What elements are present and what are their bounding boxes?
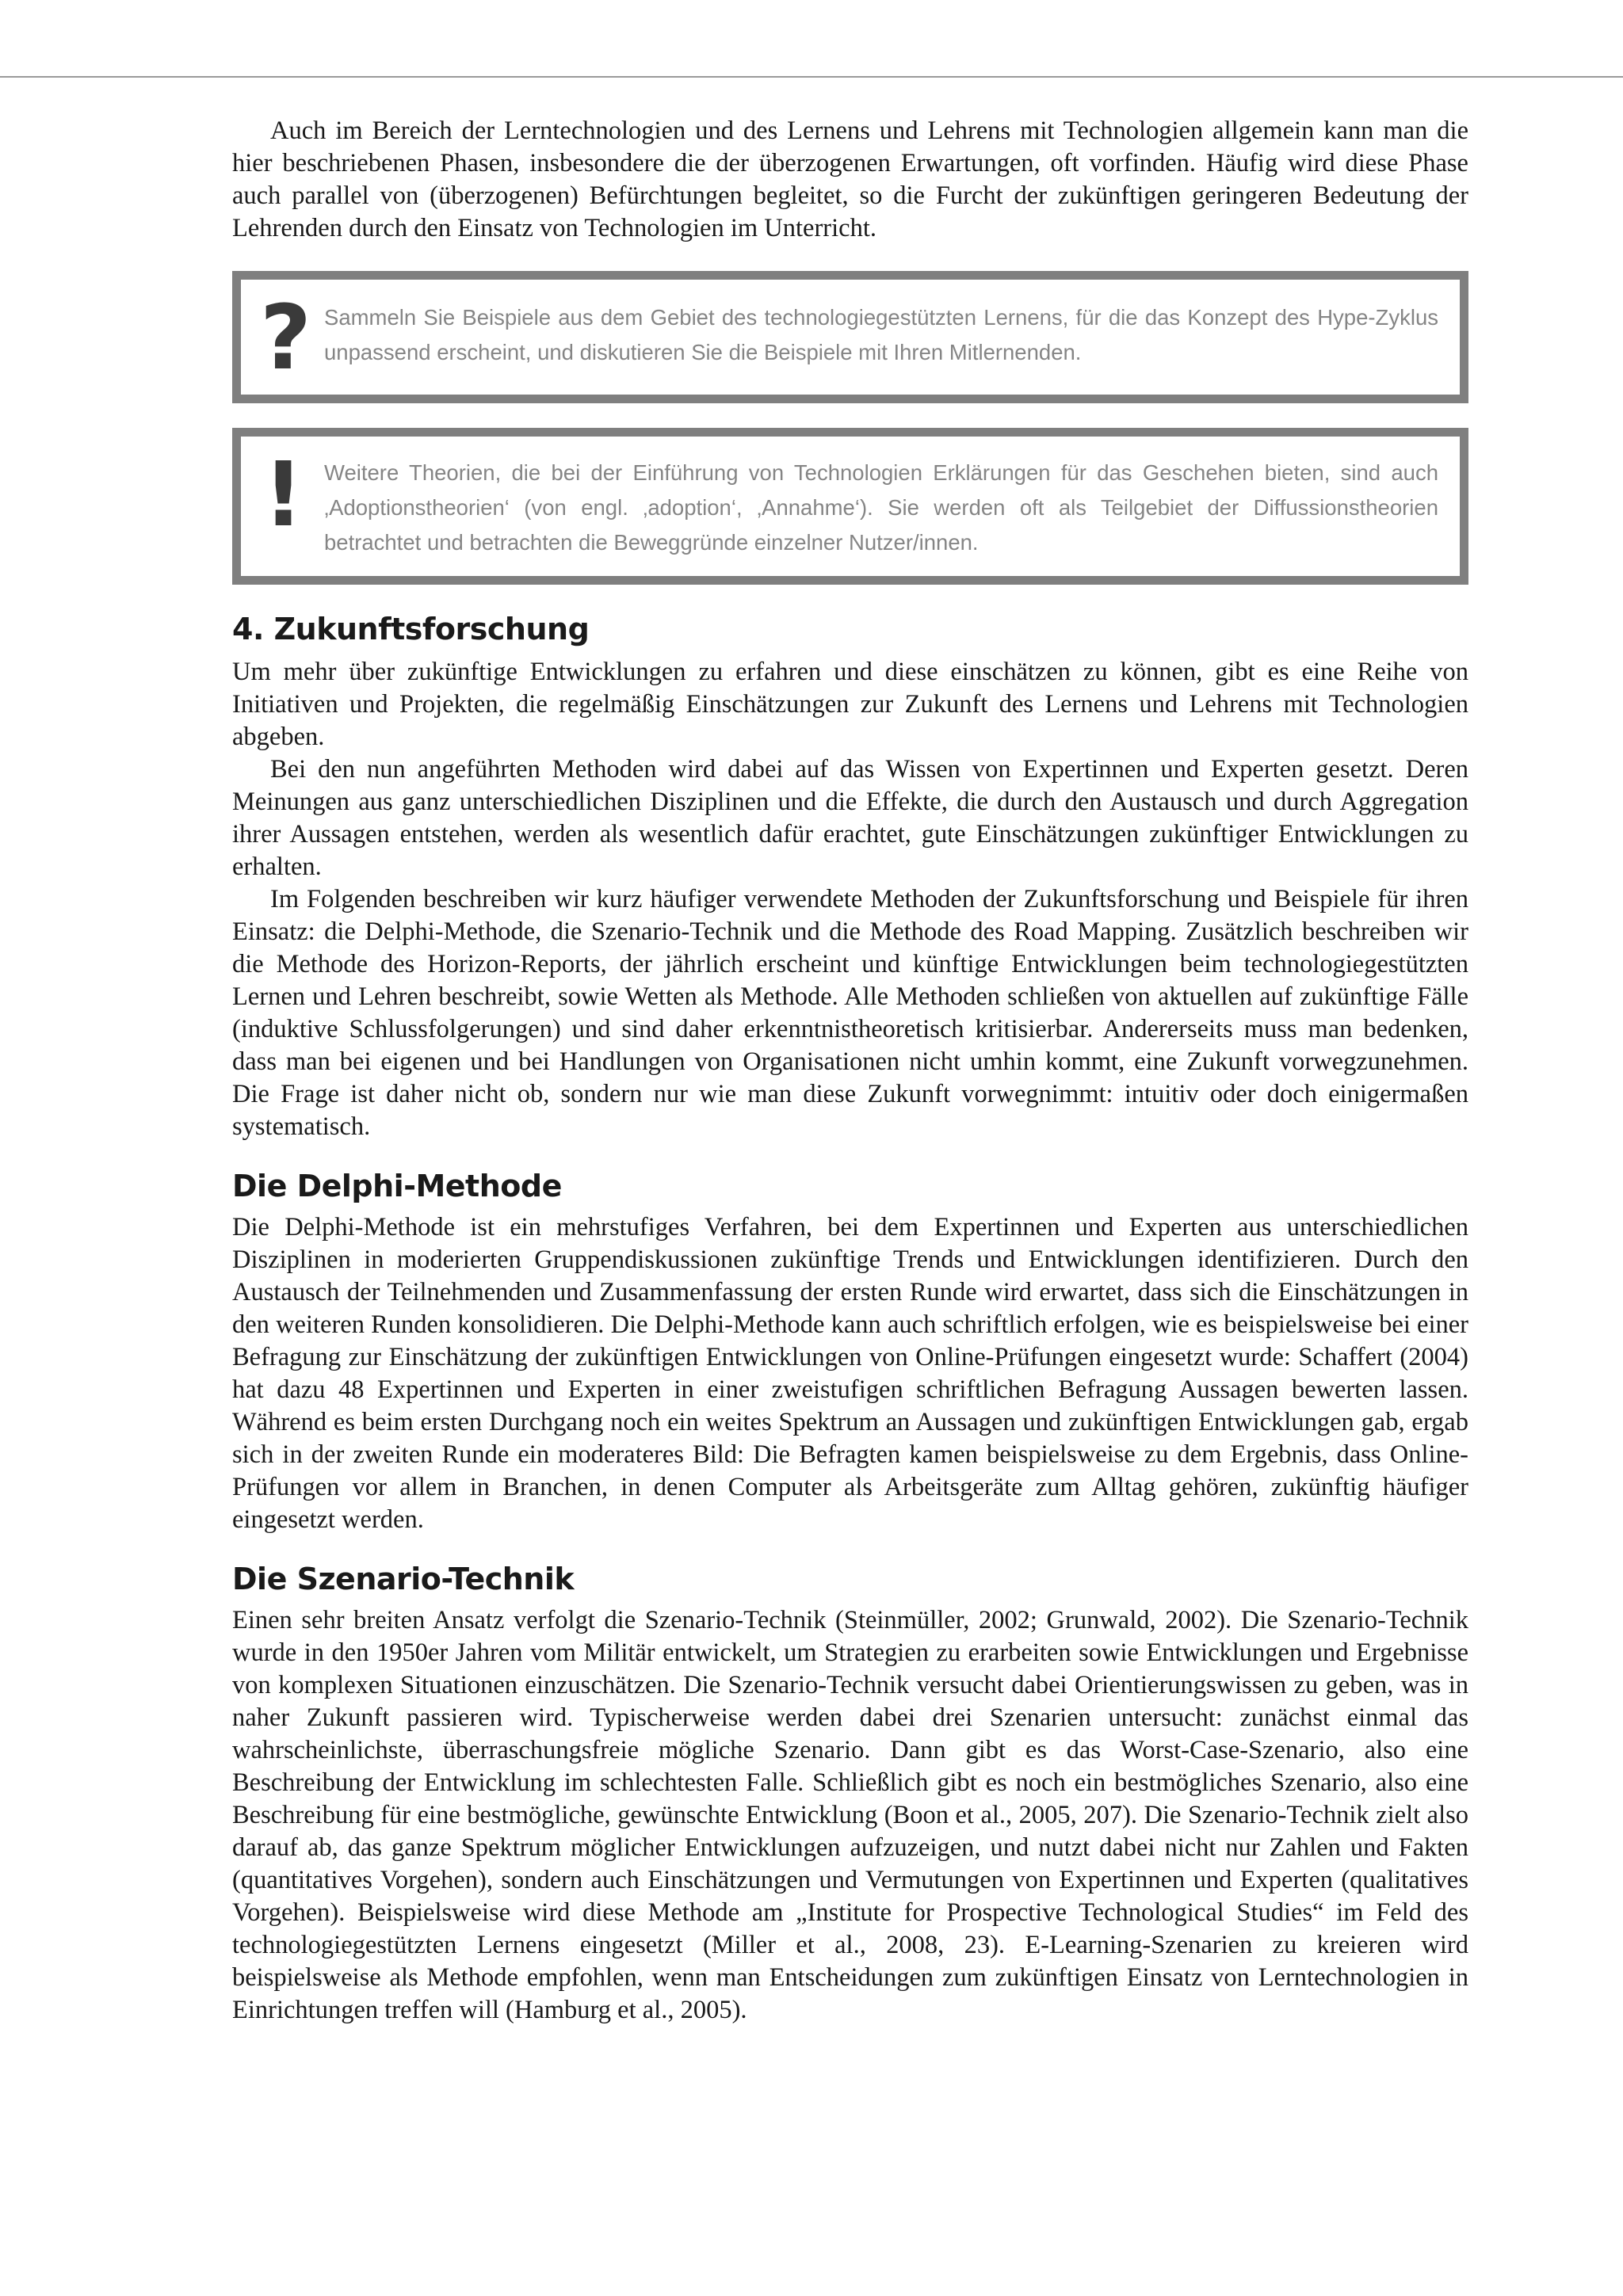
exclamation-mark-icon: ! xyxy=(263,444,304,547)
note-box-text: Weitere Theorien, die bei der Einführung von Technologien Erklärungen für das Geschehen bieten, sind auch ‚Adoptionstheorien‘ (von engl. ‚adoption‘, ‚Annahme‘). Sie werden oft als Teilgebiet der Diffussionstheorien betrachtet und betrachten die Beweggründe einzelner Nutzer/innen. xyxy=(324,460,1438,555)
page-content xyxy=(232,115,1468,2027)
heading-zukunftsforschung: 4. Zukunftsforschung xyxy=(232,612,590,646)
question-mark-icon: ? xyxy=(260,287,311,390)
zukunft-paragraph-3: Im Folgenden beschreiben wir kurz häufiger verwendete Methoden der Zukunftsforschung und Beispiele für ihren Einsatz: die Delphi-Methode, die Szenario-Technik und die Methode des Road Mapping. Zusätzlich beschreiben wir die Methode des Horizon-Reports, der jährlich erscheint und künftige Entwicklungen beim technologiegestützten Lernen und Lehren beschreibt, sowie Wetten als Methode. Alle Methoden schließen von aktuellen auf zukünftige Fälle (induktive Schlussfolgerungen) und sind daher erkenntnistheoretisch kritisierbar. Andererseits muss man bedenken, dass man bei eigenen und bei Handlungen von Organisationen nicht umhin kommt, eine Zukunft vorwegzunehmen. Die Frage ist daher nicht ob, sondern nur wie man diese Zukunft vorwegnimmt: intuitiv oder doch einigermaßen systematisch. xyxy=(232,885,1468,1141)
szenario-paragraph: Einen sehr breiten Ansatz verfolgt die Szenario-Technik (Steinmüller, 2002; Grunwald, 2002). Die Szenario-Technik wurde in den 1950er Jahren vom Militär entwickelt, um Strategien zu erarbeiten sowie Entwicklungen und Ergebnisse von komplexen Situationen einzuschätzen. Die Szenario-Technik versucht dabei Orientierungswissen zu geben, was in naher Zukunft passieren wird. Typischerweise werden dabei drei Szenarien untersucht: zunächst einmal das wahrscheinlichste, überraschungsfreie mögliche Szenario. Dann gibt es das Worst-Case-Szenario, also eine Beschreibung der Entwicklung im schlechtesten Falle. Schließlich gibt es noch ein bestmögliches Szenario, also eine Beschreibung für eine bestmögliche, gewünschte Entwicklung (Boon et al., 2005, 207). Die Szenario-Technik zielt also darauf ab, das ganze Spektrum möglicher Entwicklungen aufzuzeigen, und nutzt dabei nicht nur Zahlen und Fakten (quantitatives Vorgehen), sondern auch Einschätzungen und Vermutungen von Expertinnen und Experten (qualitatives Vorgehen). Beispielsweise wird diese Methode am „Institute for Prospective Technological Studies“ im Feld des technologiegestützten Lernens eingesetzt (Miller et al., 2008, 23). E-Learning-Szenarien zu kreieren wird beispielsweise als Methode empfohlen, wenn man Entscheidungen zum zukünftigen Einsatz von Lerntechnologien in Einrichtungen treffen will (Hamburg et al., 2005). xyxy=(232,1606,1468,2024)
intro-paragraph: Auch im Bereich der Lerntechnologien und des Lernens und Lehrens mit Technologien allgemein kann man die hier beschriebenen Phasen, insbesondere die der überzogenen Erwartungen, oft vorfinden. Häufig wird diese Phase auch parallel von (überzogenen) Befürchtungen begleitet, so die Furcht der zukünftigen geringeren Bedeutung der Lehrenden durch den Einsatz von Technologien im Unterricht. xyxy=(232,116,1468,242)
zukunft-paragraph-2: Bei den nun angeführten Methoden wird dabei auf das Wissen von Expertinnen und Experten gesetzt. Deren Meinungen aus ganz unterschiedlichen Disziplinen und die Effekte, die durch den Austausch und durch Aggregation ihrer Aussagen entstehen, werden als wesentlich dafür erachtet, gute Einschätzungen zukünftiger Entwicklungen zu erhalten. xyxy=(232,755,1468,881)
heading-szenario: Die Szenario-Technik xyxy=(232,1562,575,1596)
task-box-text: Sammeln Sie Beispiele aus dem Gebiet des technologiegestützten Lernens, für die das Konzept des Hype-Zyklus unpassend erscheint, und diskutieren Sie die Beispiele mit Ihren Mitlernenden. xyxy=(324,305,1438,364)
note-box xyxy=(232,428,1468,585)
delphi-paragraph: Die Delphi-Methode ist ein mehrstufiges Verfahren, bei dem Expertinnen und Experten aus unterschiedlichen Disziplinen in moderierten Gruppendiskussionen zukünftige Trends und Entwicklungen identifizieren. Durch den Austausch der Teilnehmenden und Zusammenfassung der ersten Runde wird erwartet, dass sich die Einschätzungen in den weiteren Runden konsolidieren. Die Delphi-Methode kann auch schriftlich erfolgen, wie es beispielsweise bei einer Befragung zur Einschätzung der zukünftigen Entwicklungen von Online-Prüfungen eingesetzt wurde: Schaffert (2004) hat dazu 48 Expertinnen und Experten in einer zweistufigen schriftlichen Befragung Aussagen bewerten lassen. Während es beim ersten Durchgang noch ein weites Spektrum an Aussagen und zukünftigen Entwicklungen gab, ergab sich in der zweiten Runde ein moderateres Bild: Die Befragten kamen beispielsweise zu dem Ergebnis, dass Online-Prüfungen vor allem in Branchen, in denen Computer als Arbeitsgeräte zum Alltag gehören, zukünftig häufiger eingesetzt werden. xyxy=(232,1213,1468,1534)
zukunft-paragraph-1: Um mehr über zukünftige Entwicklungen zu erfahren und diese einschätzen zu können, gibt es eine Reihe von Initiativen und Projekten, die regelmäßig Einschätzungen zur Zukunft des Lernens und Lehrens mit Technologien abgeben. xyxy=(232,658,1468,751)
task-box xyxy=(232,271,1468,403)
heading-delphi: Die Delphi-Methode xyxy=(232,1169,562,1203)
header-rule xyxy=(0,76,1623,78)
